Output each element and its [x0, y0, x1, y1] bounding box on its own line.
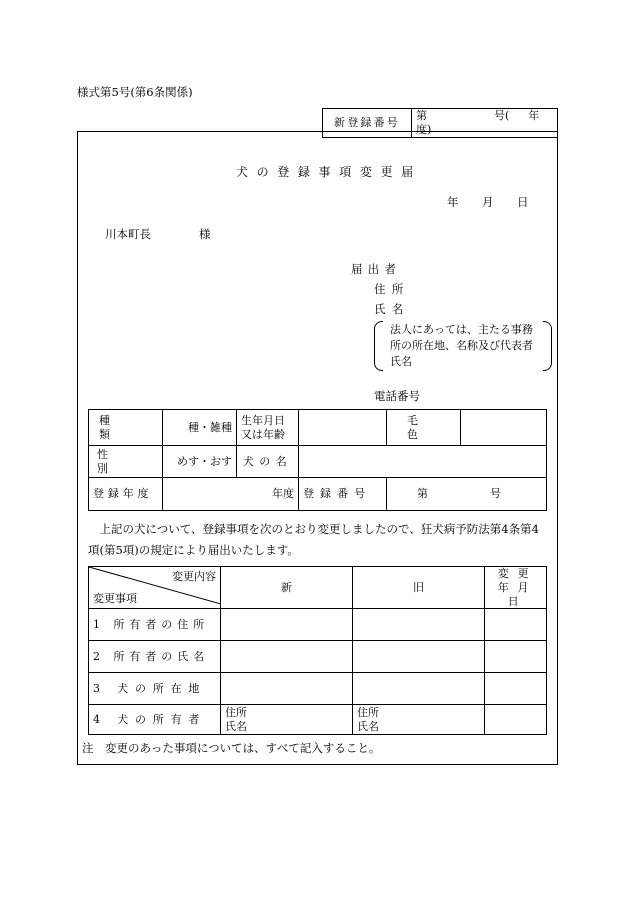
- dog-info-table: [88, 409, 547, 511]
- row-owner-name-label: 2 所有者の氏名: [89, 641, 221, 673]
- reg-nendo: 年度): [416, 109, 540, 136]
- row-owner-name-old[interactable]: [353, 641, 485, 673]
- reg-dai: 第: [416, 109, 427, 122]
- shurui-label: 種類: [99, 413, 139, 441]
- header-content: 変更内容: [172, 570, 216, 583]
- bango-dai: 第: [417, 487, 428, 501]
- inu-na-label: 犬の名: [237, 446, 299, 478]
- row-owner-address-new[interactable]: [221, 609, 353, 641]
- corporate-note: [374, 321, 552, 371]
- row-dog-owner-label: 4 犬の所有者: [89, 705, 221, 735]
- date-month: 月: [482, 195, 494, 209]
- footnote: 注 変更のあった事項については、すべて記入すること。: [82, 741, 381, 755]
- bracket-right: [543, 321, 552, 371]
- row-owner-address-label: 1 所有者の住所: [89, 609, 221, 641]
- row-dog-location-old[interactable]: [353, 673, 485, 705]
- reg-label: 新登録番号: [323, 109, 412, 138]
- seibetsu-label: 性別: [89, 446, 163, 478]
- keiro-value-field[interactable]: [461, 410, 547, 446]
- bango-gou: 号: [490, 487, 501, 501]
- toroku-bango-field[interactable]: [387, 478, 547, 511]
- header-new: 新: [221, 567, 353, 609]
- applicant-heading: 届出者: [351, 262, 402, 276]
- addressee-name: 川本町長: [105, 227, 151, 241]
- header-date-text: 変更年月日: [497, 567, 538, 608]
- reg-gou: 号(: [494, 109, 510, 122]
- corporate-note-text: 法人にあっては、主たる事務所の所在地、名称及び代表者氏名: [390, 323, 533, 368]
- header-date: [485, 567, 547, 609]
- old-shimei: 氏名: [357, 719, 379, 733]
- cell-shurui: [89, 410, 163, 446]
- row-owner-name-date[interactable]: [485, 641, 547, 673]
- row-dog-location-label: 3 犬の所在地: [89, 673, 221, 705]
- header-old: 旧: [353, 567, 485, 609]
- new-shimei: 氏名: [225, 719, 247, 733]
- mesu-osu-field[interactable]: めす・おす: [163, 446, 237, 478]
- row-dog-owner-old[interactable]: [353, 705, 485, 735]
- row-dog-owner-new[interactable]: [221, 705, 353, 735]
- toroku-nendo-field[interactable]: 年度: [163, 478, 299, 511]
- row-dog-location-date[interactable]: [485, 673, 547, 705]
- body-text: 上記の犬について、登録事項を次のとおり変更しましたので、狂犬病予防法第4条第4項(第5項)の規定により届出いたします。: [88, 522, 539, 557]
- row-dog-location-new[interactable]: [221, 673, 353, 705]
- row-owner-address-old[interactable]: [353, 609, 485, 641]
- birth-label-text: 生年月日又は年齢: [241, 413, 285, 441]
- form-title: 犬の登録事項変更届: [236, 165, 422, 179]
- birth-value-field[interactable]: [299, 410, 387, 446]
- row-dog-owner-date[interactable]: [485, 705, 547, 735]
- change-table: [88, 566, 547, 735]
- keiro-label: 毛色: [387, 410, 461, 446]
- addressee-sama: 様: [199, 227, 211, 241]
- row-owner-address-date[interactable]: [485, 609, 547, 641]
- bracket-left: [374, 321, 383, 371]
- header-item: 変更事項: [93, 591, 137, 605]
- applicant-address-label: 住所: [374, 282, 410, 296]
- form-label: 様式第5号(第6条関係): [77, 85, 193, 99]
- row-owner-name-new[interactable]: [221, 641, 353, 673]
- inu-na-value-field[interactable]: [299, 446, 547, 478]
- birth-label: [237, 410, 299, 446]
- date-year: 年: [447, 195, 459, 209]
- applicant-name-label: 氏名: [374, 302, 410, 316]
- old-jusho: 住所: [357, 705, 379, 719]
- shu-zasshu-label: 種・雑種: [163, 410, 237, 446]
- phone-label: 電話番号: [374, 389, 420, 403]
- new-jusho: 住所: [225, 705, 247, 719]
- header-diagonal-cell: [89, 567, 221, 609]
- toroku-bango-label: 登録番号: [299, 478, 387, 511]
- date-day: 日: [517, 195, 529, 209]
- toroku-nendo-label: 登録年度: [89, 478, 163, 511]
